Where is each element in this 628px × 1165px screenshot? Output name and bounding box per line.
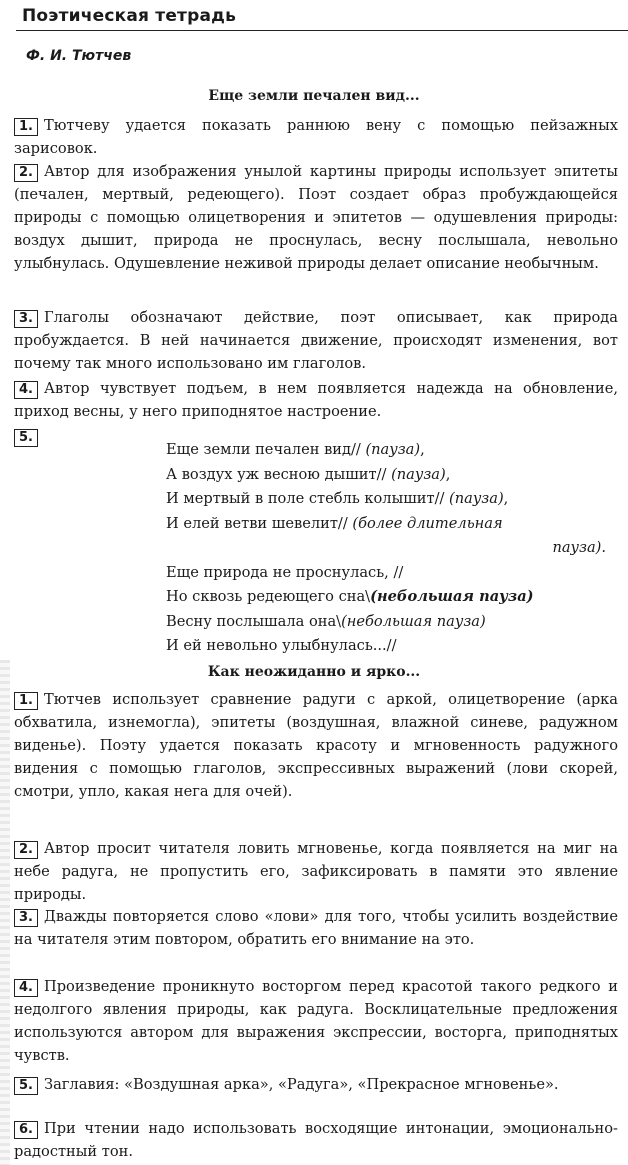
answer-number: 3. (14, 909, 38, 927)
poem2-answer-1 (14, 688, 618, 803)
answer-text: При чтении надо использовать восходящие интонации, эмоционально-радостный тон. (14, 1120, 618, 1160)
poem2-answer-2 (14, 837, 618, 906)
poem1-answer-4 (14, 377, 618, 423)
answer-text: Заглавия: «Воздушная арка», «Радуга», «Прекрасное мгновенье». (43, 1076, 559, 1093)
poem2-answer-6 (14, 1117, 618, 1163)
verse-line: пауза). (552, 539, 606, 556)
verse-line: Но сквозь редеющего сна\(небольшая пауза) (166, 588, 534, 605)
verse-line: И мертвый в поле стебль колышит// (пауза), (166, 490, 509, 507)
poem1-title: Еще земли печален вид... (208, 88, 420, 104)
answer-number: 2. (14, 164, 38, 182)
poem1-answer-2 (14, 160, 618, 275)
verse-line: Еще природа не проснулась, // (166, 563, 404, 581)
answer-text: Автор для изображения унылой картины природы использует эпитеты (печален, мертвый, редеющего). Поэт создает образ пробуждающейся природы с помощью олицетворения и эпитетов — одушевления природы: воздух дышит, природа не проснулась, весну послышала, невольно улыбнулась. Одушевление неживой природы делает описание необычным. (14, 163, 618, 272)
answer-text: Произведение проникнуто восторгом перед красотой такого редкого и недолгого явления природы, как радуга. Восклицательные предложения используются автором для выражения экспрессии, восторга, приподнятых чувств. (14, 978, 618, 1064)
answer-number: 3. (14, 310, 38, 328)
poem2-answer-3 (14, 905, 618, 951)
author-name: Ф. И. Тютчев (26, 48, 132, 64)
verse-line: Еще земли печален вид// (пауза), (166, 441, 425, 458)
answer-number: 5. (14, 1077, 38, 1095)
poem1-answer-3 (14, 306, 618, 375)
verse-line: А воздух уж весною дышит// (пауза), (166, 465, 451, 483)
answer-text: Автор чувствует подъем, в нем появляется надежда на обновление, приход весны, у него приподнятое настроение. (14, 380, 618, 420)
answer-text: Автор просит читателя ловить мгновенье, когда появляется на миг на небе радуга, не пропустить его, зафиксировать в памяти это явление природы. (14, 840, 618, 903)
answer-number: 5. (14, 429, 38, 447)
poem2-answer-4 (14, 975, 618, 1067)
poem2-title: Как неожиданно и ярко... (207, 664, 421, 680)
poem1-answer-1 (14, 114, 618, 160)
answer-text: Тютчев использует сравнение радуги с аркой, олицетворение (арка обхватила, изнемогла), эпитеты (воздушная, влажной синеве, радужном виденье). Поэту удается показать красоту и мгновенность радужного видения с помощью глаголов, экспрессивных выражений (лови скорей, смотри, уплo, какая нега для очей). (14, 691, 618, 800)
answer-text: Глаголы обозначают действие, поэт описывает, как природа пробуждается. В ней начинается движение, происходят изменения, вот почему так много использовано им глаголов. (14, 309, 618, 372)
answer-text: Дважды повторяется слово «лови» для того, чтобы усилить воздействие на читателя этим повтором, обратить его внимание на это. (14, 908, 618, 948)
verse-block (166, 438, 606, 659)
scan-edge-shadow (0, 660, 10, 1165)
answer-number: 4. (14, 979, 38, 997)
answer-number: 6. (14, 1121, 38, 1139)
verse-line: И елей ветви шевелит// (более длительная (166, 514, 503, 532)
section-header: Поэтическая тетрадь (22, 6, 237, 26)
answer-number: 4. (14, 381, 38, 399)
verse-line: И ей невольно улыбнулась...// (166, 637, 397, 654)
answer-text: Тютчеву удается показать раннюю вену с помощью пейзажных зарисовок. (14, 117, 618, 157)
answer-number: 2. (14, 841, 38, 859)
answer-number: 1. (14, 118, 38, 136)
poem2-answer-5 (14, 1073, 618, 1096)
verse-line: Весну послышала она\(небольшая пауза) (166, 612, 486, 630)
header-rule (16, 30, 628, 31)
answer-number: 1. (14, 692, 38, 710)
